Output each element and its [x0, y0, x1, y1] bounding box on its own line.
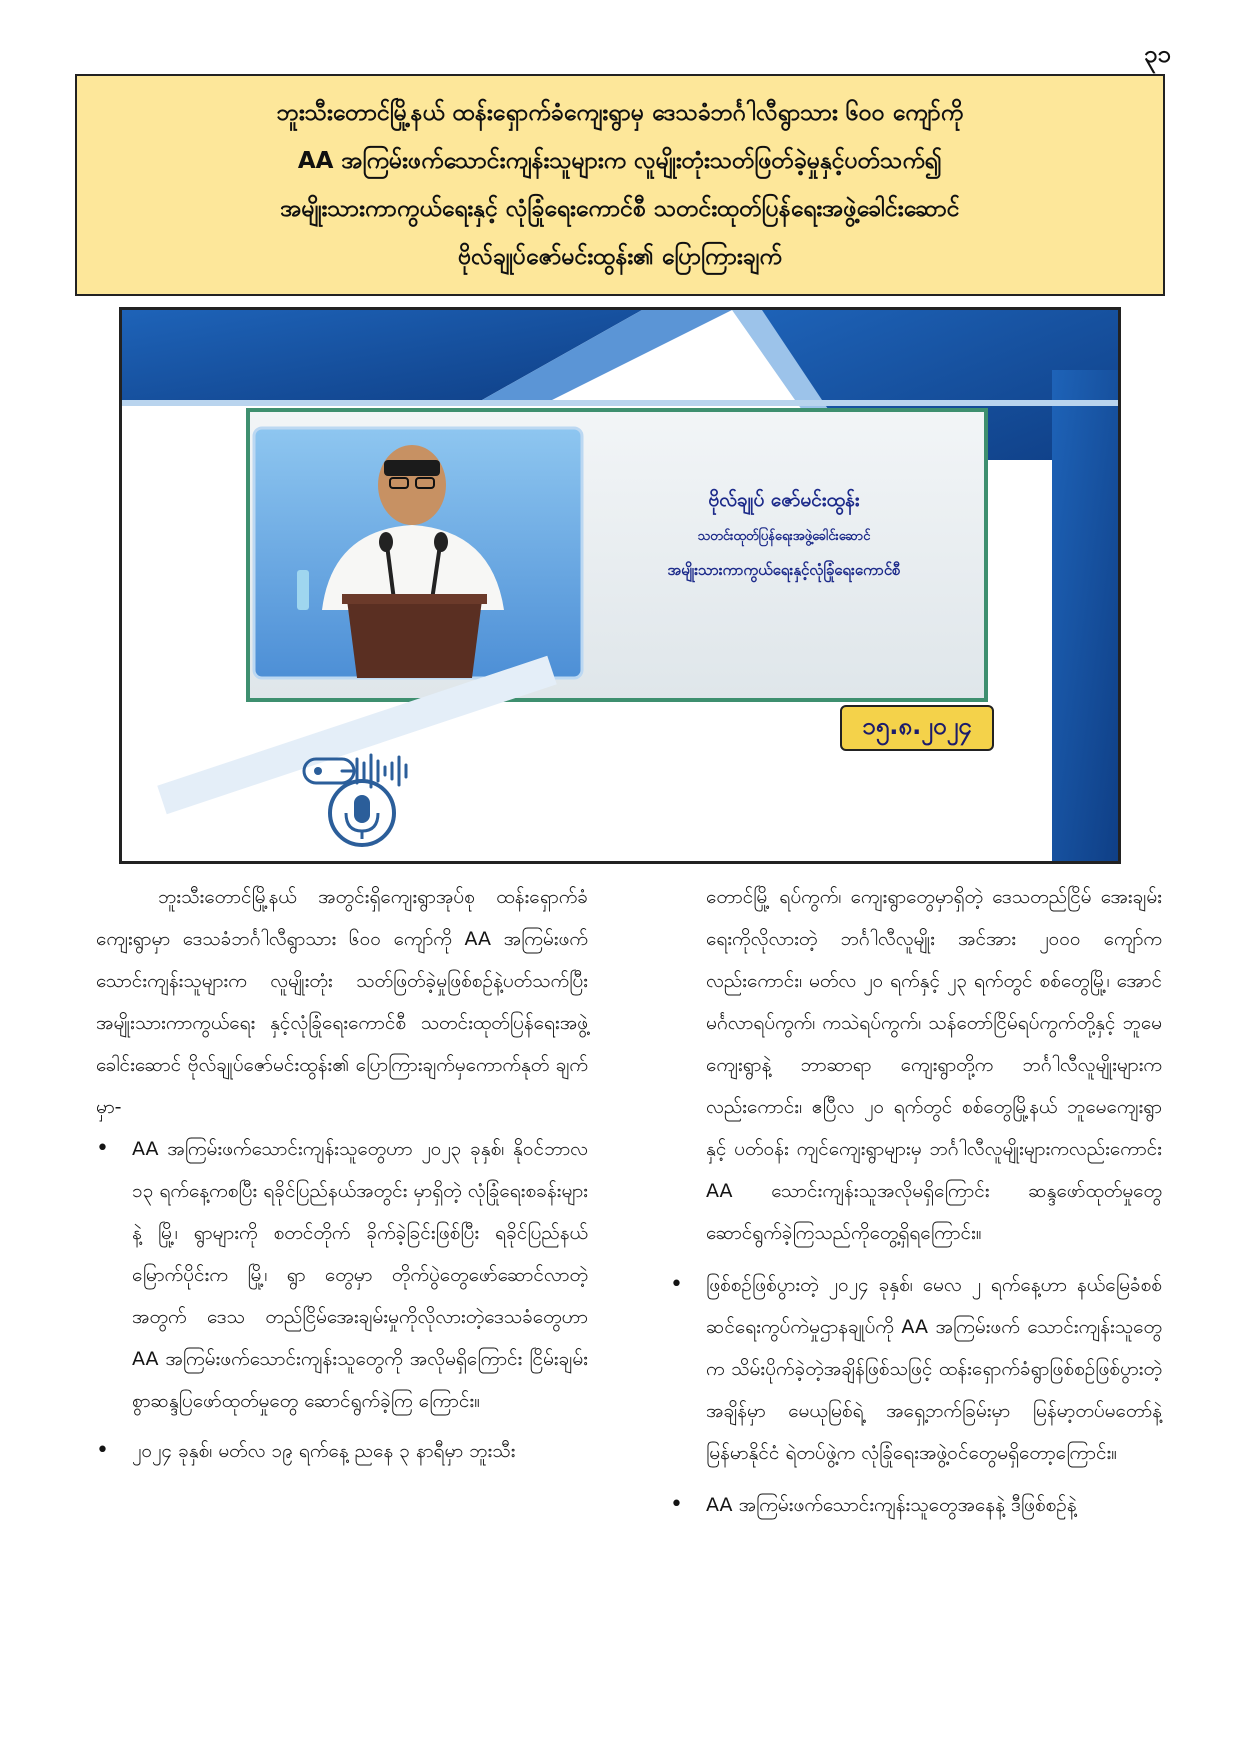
headline-line-1: ဘူးသီးတောင်မြို့နယ် ထန်းရှောက်ခံကျေးရွာမှ ဒေသခံဘင်္ဂါလီရွာသား ၆၀၀ ကျော်ကို [276, 100, 964, 126]
bullet-text: AA အကြမ်းဖက်သောင်းကျန်းသူတွေအနေနဲ့ ဒီဖြစ်စဉ်နဲ့ [706, 1494, 1077, 1516]
intro-paragraph: ဘူးသီးတောင်မြို့နယ် အတွင်းရှိကျေးရွာအုပ်စု ထန်းရှောက်ခံကျေးရွာမှာ ဒေသခံဘင်္ဂါလီရွာသား ၆၀၀ ကျော်ကို AA အကြမ်းဖက်သောင်းကျန်းသူများက လူမျိုးတုံး သတ်ဖြတ်ခဲ့မှုဖြစ်စဉ်နဲ့ပတ်သက်ပြီး အမျိုးသားကာကွယ်ရေး နှင့်လုံခြုံရေးကောင်စီ သတင်းထုတ်ပြန်ရေးအဖွဲ့ ခေါင်းဆောင် ဗိုလ်ချုပ်ဇော်မင်းထွန်း၏ ပြောကြားချက်မှကောက်နုတ် ချက်မှာ- [96, 886, 588, 1118]
headline-line-2: AA အကြမ်းဖက်သောင်းကျန်းသူများက လူမျိုးတုံးသတ်ဖြတ်ခဲ့မှုနှင့်ပတ်သက်၍ [297, 148, 943, 174]
caption-org: အမျိုးသားကာကွယ်ရေးနှင့်လုံခြုံရေးကောင်စီ [667, 561, 901, 579]
continuation-paragraph: တောင်မြို့ ရပ်ကွက်၊ ကျေးရွာတွေမှာရှိတဲ့ ဒေသတည်ငြိမ် အေးချမ်းရေးကိုလိုလားတဲ့ ဘင်္ဂါလီလူမျိုး အင်အား ၂၀၀၀ ကျော်ကလည်းကောင်း၊ မတ်လ ၂၀ ရက်နှင့် ၂၃ ရက်တွင် စစ်တွေမြို့၊ အောင်မင်္ဂလာရပ်ကွက်၊ ကသဲရပ်ကွက်၊ သန်တော်ငြိမ်ရပ်ကွက်တို့နှင့် ဘူမေကျေးရွာနဲ့ ဘာဆာရာ ကျေးရွာတို့က ဘင်္ဂါလီလူမျိုးများကလည်းကောင်း၊ ဧပြီလ ၂၀ ရက်တွင် စစ်တွေမြို့နယ် ဘူမေကျေးရွာနှင့် ပတ်ဝန်း ကျင်ကျေးရွာများမှ ဘင်္ဂါလီလူမျိုးများကလည်းကောင်း AA သောင်းကျန်းသူအလိုမရှိကြောင်း ဆန္ဒဖော်ထုတ်မှုတွေ ဆောင်ရွက်ခဲ့ကြသည်ကိုတွေ့ရှိရကြောင်း။ [706, 886, 1162, 1244]
left-column [96, 876, 588, 1472]
bullet-dot-icon: • [96, 1438, 109, 1463]
caption-role: သတင်းထုတ်ပြန်ရေးအဖွဲ့ခေါင်းဆောင် [697, 529, 871, 544]
bullet-dot-icon: • [670, 1272, 683, 1297]
bullet-text: AA အကြမ်းဖက်သောင်းကျန်းသူတွေဟာ ၂၀၂၃ ခုနှစ်၊ နိုဝင်ဘာလ ၁၃ ရက်နေ့ကစပြီး ရခိုင်ပြည်နယ်အတွင်း မှာရှိတဲ့ လုံခြုံရေးစခန်းများနဲ့ မြို့၊ ရွာများကို စတင်တိုက် ခိုက်ခဲ့ခြင်းဖြစ်ပြီး ရခိုင်ပြည်နယ်မြောက်ပိုင်းက မြို့၊ ရွာ တွေမှာ တိုက်ပွဲတွေဖော်ဆောင်လာတဲ့အတွက် ဒေသ တည်ငြိမ်အေးချမ်းမှုကိုလိုလားတဲ့ဒေသခံတွေဟာ AA အကြမ်းဖက်သောင်းကျန်းသူတွေကို အလိုမရှိကြောင်း ငြိမ်းချမ်းစွာဆန္ဒပြဖော်ထုတ်မှုတွေ ဆောင်ရွက်ခဲ့ကြ ကြောင်း။ [132, 1138, 588, 1412]
page-number: ၃၁ [1144, 40, 1171, 68]
bullet-dot-icon: • [670, 1492, 683, 1517]
headline-line-3: အမျိုးသားကာကွယ်ရေးနှင့် လုံခြုံရေးကောင်စီ သတင်းထုတ်ပြန်ရေးအဖွဲ့ခေါင်းဆောင် [280, 196, 960, 222]
speaker-head [378, 445, 446, 525]
photo-caption [592, 488, 976, 583]
headline-line-4: ဗိုလ်ချုပ်ဇော်မင်းထွန်း၏ ပြောကြားချက် [458, 244, 782, 270]
bullet-dot-icon: • [96, 1136, 109, 1161]
date-badge: ၁၅.၈.၂၀၂၄ [840, 705, 994, 751]
bullet-item-3 [670, 1264, 1162, 1474]
microphone-icon [302, 745, 422, 855]
bullet-item-1 [96, 1128, 588, 1422]
caption-name: ဗိုလ်ချုပ် ဇော်မင်းထွန်း [708, 489, 860, 511]
bullet-item-2 [96, 1430, 588, 1472]
bullet-item-4 [670, 1484, 1162, 1526]
right-column [670, 876, 1162, 1526]
news-photo [119, 307, 1121, 864]
headline-box [75, 74, 1165, 296]
bullet-text: ဖြစ်စဉ်ဖြစ်ပွားတဲ့ ၂၀၂၄ ခုနှစ်၊ မေလ ၂ ရက်နေ့ဟာ နယ်မြေခံစစ်ဆင်ရေးကွပ်ကဲမှုဌာနချုပ်ကို AA အကြမ်းဖက် သောင်းကျန်းသူတွေက သိမ်းပိုက်ခဲ့တဲ့အချိန်ဖြစ်သဖြင့် ထန်းရှောက်ခံရွာဖြစ်စဉ်ဖြစ်ပွားတဲ့အချိန်မှာ မေယုမြစ်ရဲ့ အရှေ့ဘက်ခြမ်းမှာ မြန်မာ့တပ်မတော်နဲ့ မြန်မာနိုင်ငံ ရဲတပ်ဖွဲ့က လုံခြုံရေးအဖွဲ့ဝင်တွေမရှိတော့ကြောင်း။ [706, 1274, 1162, 1464]
photo-background [122, 310, 1118, 861]
bullet-text: ၂၀၂၄ ခုနှစ်၊ မတ်လ ၁၉ ရက်နေ့ ညနေ ၃ နာရီမှာ ဘူးသီး [132, 1440, 516, 1462]
